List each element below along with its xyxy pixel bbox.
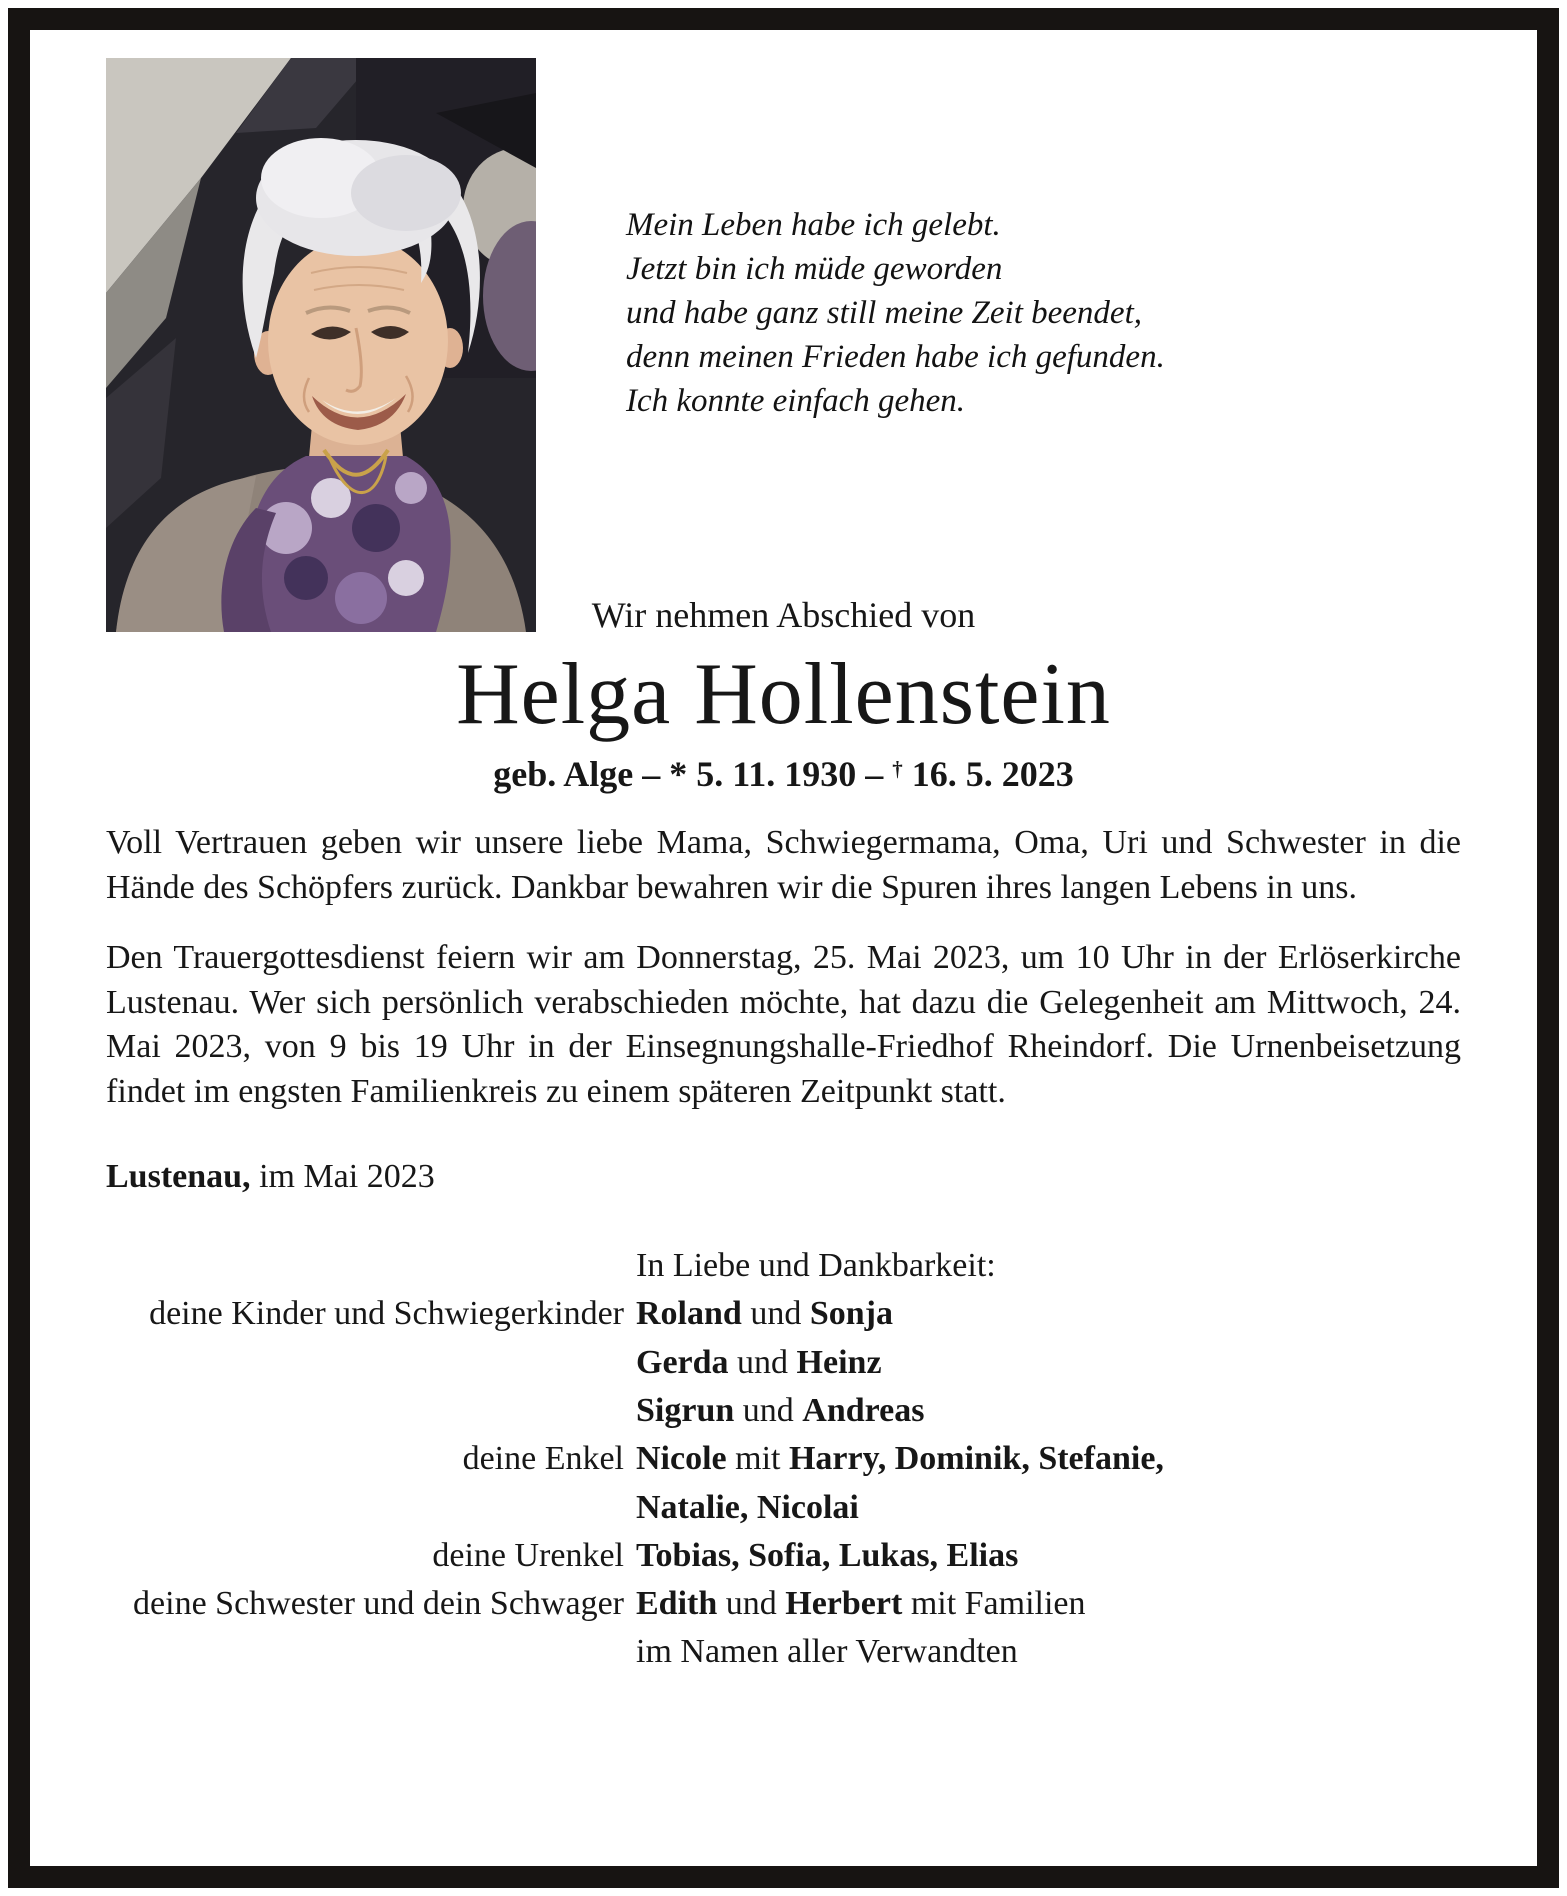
place-name: Lustenau, [106,1158,251,1196]
family-name-segment: In Liebe und Dankbarkeit: [636,1247,996,1285]
family-relation-label: deine Enkel [462,1440,624,1478]
family-names [636,1580,1461,1628]
poem-line: denn meinen Frieden habe ich gefunden. [626,338,1165,375]
family-name-segment: Nicole [636,1440,727,1478]
body-paragraph: Voll Vertrauen geben wir unsere liebe Mama, Schwiegermama, Oma, Uri und Schwester in die Hände des Schöpfers zurück. Dankbar bewahren wir die Spuren ihres langen Lebens in uns. [106,824,1461,906]
poem-line: und habe ganz still meine Zeit beendet, [626,294,1142,331]
family-row [106,1290,1461,1338]
family-names [636,1532,1461,1580]
family-name-segment: und [741,1295,810,1333]
family-name-segment: Herbert [785,1585,903,1623]
family-relation-label: deine Kinder und Schwiegerkinder [149,1295,624,1333]
farewell-intro: Wir nehmen Abschied von [591,595,976,635]
place-date: im Mai 2023 [250,1158,435,1196]
family-name-segment: und [728,1343,797,1381]
death-cross-symbol: † [892,756,903,781]
poem-line: Ich konnte einfach gehen. [626,382,966,419]
family-names [636,1435,1461,1483]
family-relation-label [106,1484,624,1532]
body-paragraph: Den Trauergottesdienst feiern wir am Donnerstag, 25. Mai 2023, um 10 Uhr in der Erlöserkirche Lustenau. Wer sich persönlich verabschieden möchte, hat dazu die Gelegenheit am Mittwoch, 24. Mai 2023, von 9 bis 19 Uhr in der Einsegnungshalle-Friedhof Rheindorf. Die Urnenbeisetzung findet im engsten Familienkreis zu einem späteren Zeitpunkt statt. [106,939,1461,1110]
family-names [636,1290,1461,1338]
family-row [106,1339,1461,1387]
family-relation-label [106,1628,624,1676]
family-name-segment: Gerda [636,1343,729,1381]
family-relation-label [106,1339,624,1387]
family-name-segment: Natalie, Nicolai [636,1488,859,1526]
poem-line: Mein Leben habe ich gelebt. [626,207,1001,243]
family-name-segment: Edith [636,1585,718,1623]
memorial-poem [626,204,1165,632]
place-date-line [106,1158,1461,1196]
obituary-card [8,8,1559,1888]
family-name-segment: und [734,1391,803,1429]
family-row [106,1580,1461,1628]
family-row [106,1242,1461,1290]
top-section [106,58,1461,632]
family-name-segment: Roland [636,1295,742,1333]
birth-death-dates [106,753,1461,795]
family-name-segment: im Namen aller Verwandten [636,1633,1018,1671]
poem-line: Jetzt bin ich müde geworden [626,250,1003,287]
family-name-segment: und [717,1585,786,1623]
family-name-segment: Harry, Dominik, Stefanie, [788,1440,1164,1478]
family-names [636,1242,1461,1290]
body-paragraphs [106,821,1461,1114]
family-names [636,1339,1461,1387]
family-row [106,1532,1461,1580]
family-relation-label [106,1387,624,1435]
family-row [106,1435,1461,1483]
obituary-page [30,30,1537,1866]
portrait-illustration [106,58,536,632]
family-row [106,1628,1461,1676]
family-row [106,1387,1461,1435]
family-name-segment: Andreas [802,1391,925,1429]
family-relation-label: deine Urenkel [432,1536,624,1574]
family-name-segment: Heinz [796,1343,882,1381]
family-relation-label: deine Schwester und dein Schwager [133,1585,624,1623]
deceased-name: Helga Hollenstein [456,646,1111,743]
family-names [636,1628,1461,1676]
family-row [106,1484,1461,1532]
family-name-segment: mit [726,1440,789,1478]
family-list [106,1242,1461,1676]
portrait-photo [106,58,536,632]
family-name-segment: Sigrun [636,1391,735,1429]
family-relation-label [106,1242,624,1290]
family-names [636,1387,1461,1435]
family-name-segment: Sonja [809,1295,893,1333]
family-name-segment: Tobias, Sofia, Lukas, Elias [636,1536,1019,1574]
dates-before-cross: geb. Alge – * 5. 11. 1930 – [493,754,893,794]
family-names [636,1484,1461,1532]
family-name-segment: mit Familien [902,1585,1086,1623]
dates-after-cross: 16. 5. 2023 [902,754,1074,794]
